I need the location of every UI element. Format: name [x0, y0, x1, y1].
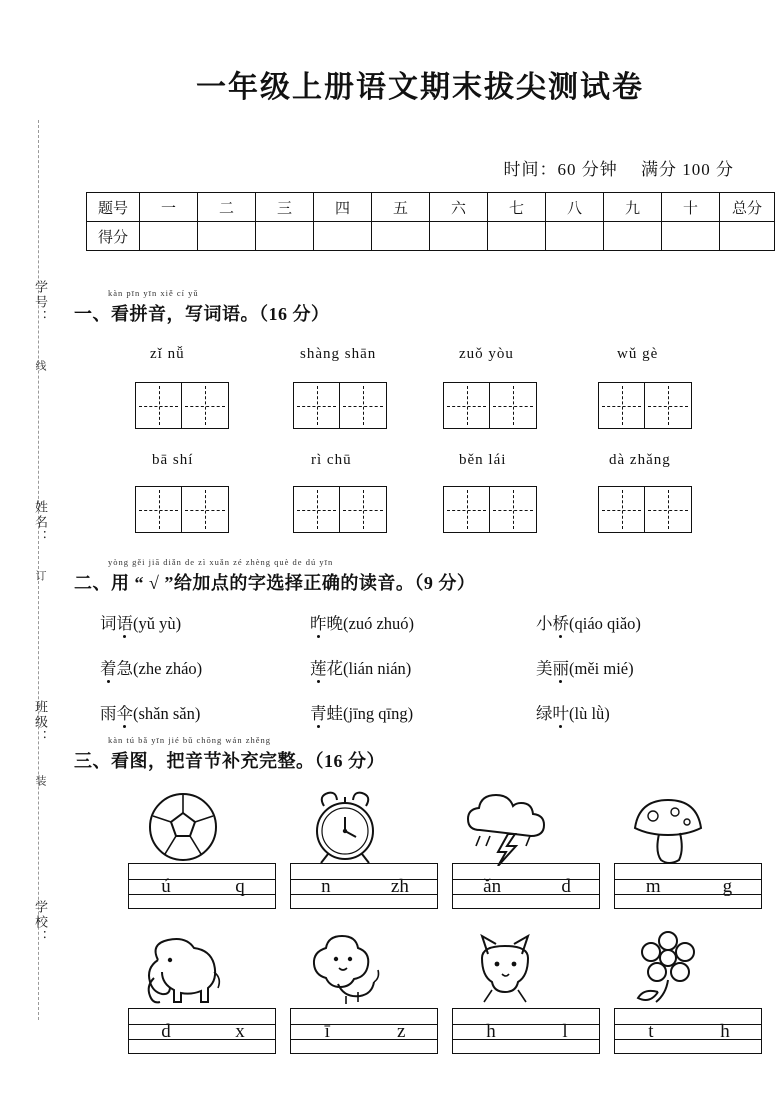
p1-grid-2[interactable]	[293, 382, 387, 429]
tianzige-cell[interactable]	[182, 486, 229, 533]
score-input-7[interactable]	[488, 222, 546, 251]
p1-grid-4[interactable]	[598, 382, 692, 429]
p2-word-3: 小	[536, 614, 553, 633]
score-input-8[interactable]	[546, 222, 604, 251]
seal-item-school: 学校：	[33, 900, 48, 945]
tianzige-cell[interactable]	[598, 382, 645, 429]
section-3-points: （16 分）	[314, 751, 385, 771]
score-col-8: 八	[546, 193, 604, 222]
p1-grid-6[interactable]	[293, 486, 387, 533]
p1-label-2: shàng shān	[300, 346, 377, 362]
p2-options-5: (lián nián)	[343, 659, 412, 678]
p2-word-1: 词	[100, 614, 117, 633]
p3-letter-b: zh	[390, 876, 409, 897]
p1-grid-7[interactable]	[443, 486, 537, 533]
p1-grid-3[interactable]	[443, 382, 537, 429]
score-input-6[interactable]	[430, 222, 488, 251]
score-input-5[interactable]	[372, 222, 430, 251]
p2-options-4: (zhe zháo)	[133, 659, 203, 678]
soccer-ball-icon	[128, 788, 238, 866]
tianzige-cell[interactable]	[645, 486, 692, 533]
p3-letters-3	[453, 876, 601, 898]
p3-letter-b: g	[722, 876, 733, 897]
p3-letter-b: l	[562, 1021, 568, 1042]
p2-dot-7: 伞	[116, 704, 133, 723]
table-row	[87, 193, 775, 222]
section-1-heading	[74, 300, 330, 326]
p2-dot-4: 着	[100, 659, 117, 678]
score-input-3[interactable]	[256, 222, 314, 251]
p2-options-9: (lù lǜ)	[569, 704, 610, 723]
p2-word-5: 花	[326, 659, 343, 678]
section-3-heading	[74, 747, 385, 773]
score-col-9: 九	[604, 193, 662, 222]
score-input-10[interactable]	[662, 222, 720, 251]
p2-dot-8: 青	[310, 704, 327, 723]
alarm-clock-icon	[290, 786, 400, 864]
section-1-pinyin: kàn pīn yīn xiě cí yǔ	[108, 288, 199, 298]
p2-item-4[interactable]	[100, 655, 202, 679]
score-col-4: 四	[314, 193, 372, 222]
p2-word-9: 绿	[536, 704, 553, 723]
p3-letters-8	[615, 1021, 763, 1043]
p2-dot-1: 语	[116, 614, 133, 633]
score-col-6: 六	[430, 193, 488, 222]
p3-letter-a: m	[645, 876, 661, 897]
section-2-title: 二、用 “ √ ”给加点的字选择正确的读音。	[74, 573, 415, 593]
p2-item-9[interactable]	[536, 700, 610, 724]
p1-grid-8[interactable]	[598, 486, 692, 533]
p3-letter-a: h	[486, 1021, 496, 1042]
lion-icon	[290, 926, 400, 1004]
section-2-pinyin: yòng gěi jiā diǎn de zì xuǎn zé zhèng què de dú yīn	[108, 557, 334, 567]
p3-letters-1	[129, 876, 277, 898]
seal-mark-zhuang: 装	[34, 775, 46, 786]
score-col-2: 二	[198, 193, 256, 222]
p1-label-1: zǐ nǚ	[150, 346, 185, 362]
p2-word-6: 美	[536, 659, 553, 678]
seal-item-name: 姓名：	[33, 500, 48, 545]
p2-options-3: (qiáo qiǎo)	[569, 614, 641, 633]
p2-dot-3: 桥	[552, 614, 569, 633]
p2-dot-5: 莲	[310, 659, 327, 678]
p3-letter-a: t	[648, 1021, 654, 1042]
tianzige-cell[interactable]	[490, 382, 537, 429]
p2-options-8: (jīng qīng)	[343, 704, 414, 723]
section-1-points: （16 分）	[259, 304, 330, 324]
p2-options-7: (shǎn sǎn)	[133, 704, 201, 723]
score-col-1: 一	[140, 193, 198, 222]
p2-item-8[interactable]	[310, 700, 413, 724]
p3-letter-a: ī	[324, 1021, 330, 1042]
seal-mark-ding: 订	[34, 570, 46, 581]
p1-label-3: zuǒ yòu	[459, 346, 514, 362]
p3-answer-line-3[interactable]	[452, 863, 600, 909]
p2-item-6[interactable]	[536, 655, 634, 679]
score-input-4[interactable]	[314, 222, 372, 251]
p2-word-4: 急	[116, 659, 133, 678]
p3-letters-4	[615, 876, 763, 898]
p2-dot-6: 丽	[552, 659, 569, 678]
p3-letter-a: ǎn	[483, 876, 502, 897]
tianzige-cell[interactable]	[135, 382, 182, 429]
seal-label-group	[26, 130, 50, 1020]
elephant-icon	[128, 930, 238, 1008]
exam-meta	[486, 155, 735, 180]
p3-letters-6	[291, 1021, 439, 1043]
exam-time: 时间：60 分钟	[503, 160, 618, 179]
p2-item-7[interactable]	[100, 700, 200, 724]
p1-label-8: dà zhǎng	[609, 452, 671, 468]
p3-answer-line-1[interactable]	[128, 863, 276, 909]
score-col-10: 十	[662, 193, 720, 222]
tianzige-cell[interactable]	[490, 486, 537, 533]
p1-grid-1[interactable]	[135, 382, 229, 429]
p2-options-6: (měi mié)	[569, 659, 634, 678]
tianzige-cell[interactable]	[340, 486, 387, 533]
seal-item-class: 班级：	[33, 700, 48, 745]
tianzige-cell[interactable]	[645, 382, 692, 429]
p3-letter-a: n	[321, 876, 331, 897]
tianzige-cell[interactable]	[598, 486, 645, 533]
tianzige-cell[interactable]	[293, 382, 340, 429]
p3-letters-7	[453, 1021, 601, 1043]
p2-word-2: 晚	[326, 614, 343, 633]
p3-letter-b: d	[561, 876, 571, 897]
score-col-3: 三	[256, 193, 314, 222]
p3-letters-2	[291, 876, 439, 898]
p1-label-4: wǔ gè	[617, 346, 659, 362]
p2-item-2[interactable]	[310, 610, 414, 634]
score-col-7: 七	[488, 193, 546, 222]
score-col-total: 总分	[720, 193, 775, 222]
p3-letter-b: x	[235, 1021, 245, 1042]
fox-icon	[452, 928, 562, 1006]
section-2-points: （9 分）	[414, 573, 476, 593]
p2-item-5[interactable]	[310, 655, 411, 679]
p3-letter-a: d	[161, 1021, 171, 1042]
tianzige-cell[interactable]	[182, 382, 229, 429]
score-table-label-0: 题号	[87, 193, 140, 222]
score-col-5: 五	[372, 193, 430, 222]
p3-letter-b: h	[720, 1021, 730, 1042]
seal-item-student-id: 学号：	[33, 280, 48, 325]
p3-answer-line-2[interactable]	[290, 863, 438, 909]
p2-options-2: (zuó zhuó)	[343, 614, 415, 633]
section-1-title: 一、看拼音，写词语。	[74, 304, 259, 324]
p3-answer-line-6[interactable]	[290, 1008, 438, 1054]
p2-dot-9: 叶	[552, 704, 569, 723]
p3-answer-line-5[interactable]	[128, 1008, 276, 1054]
page-title: 一年级上册语文期末拔尖测试卷	[196, 71, 644, 104]
p2-word-7: 雨	[100, 704, 117, 723]
tianzige-cell[interactable]	[293, 486, 340, 533]
score-input-1[interactable]	[140, 222, 198, 251]
table-row	[87, 222, 775, 251]
p3-letter-b: z	[396, 1021, 406, 1042]
score-input-2[interactable]	[198, 222, 256, 251]
tianzige-cell[interactable]	[135, 486, 182, 533]
p1-label-7: běn lái	[459, 452, 507, 468]
p3-letters-5	[129, 1021, 277, 1043]
p3-answer-line-4[interactable]	[614, 863, 762, 909]
p2-word-8: 蛙	[326, 704, 343, 723]
section-3-title: 三、看图，把音节补充完整。	[74, 751, 315, 771]
p1-label-5: bā shí	[152, 452, 194, 468]
p3-answer-line-7[interactable]	[452, 1008, 600, 1054]
flower-icon	[612, 928, 722, 1006]
mushroom-icon	[615, 788, 725, 866]
tianzige-cell[interactable]	[340, 382, 387, 429]
section-3-pinyin: kàn tú bǎ yīn jié bǔ chōng wán zhěng	[108, 735, 271, 745]
thunder-cloud-icon	[452, 788, 562, 866]
p2-item-3[interactable]	[536, 610, 641, 634]
exam-full-score: 满分 100 分	[641, 160, 734, 179]
p2-options-1: (yǔ yù)	[133, 614, 182, 633]
p2-dot-2: 昨	[310, 614, 327, 633]
tianzige-cell[interactable]	[443, 382, 490, 429]
seal-mark-line: 线	[34, 360, 46, 371]
p2-item-1[interactable]	[100, 610, 181, 634]
p3-letter-a: ú	[161, 876, 171, 897]
tianzige-cell[interactable]	[443, 486, 490, 533]
score-input-total[interactable]	[720, 222, 775, 251]
score-table	[86, 192, 775, 251]
score-input-9[interactable]	[604, 222, 662, 251]
p3-answer-line-8[interactable]	[614, 1008, 762, 1054]
section-2-heading	[74, 569, 475, 595]
p1-grid-5[interactable]	[135, 486, 229, 533]
score-table-label-1: 得分	[87, 222, 140, 251]
p3-letter-b: q	[235, 876, 245, 897]
p1-label-6: rì chū	[311, 452, 352, 468]
